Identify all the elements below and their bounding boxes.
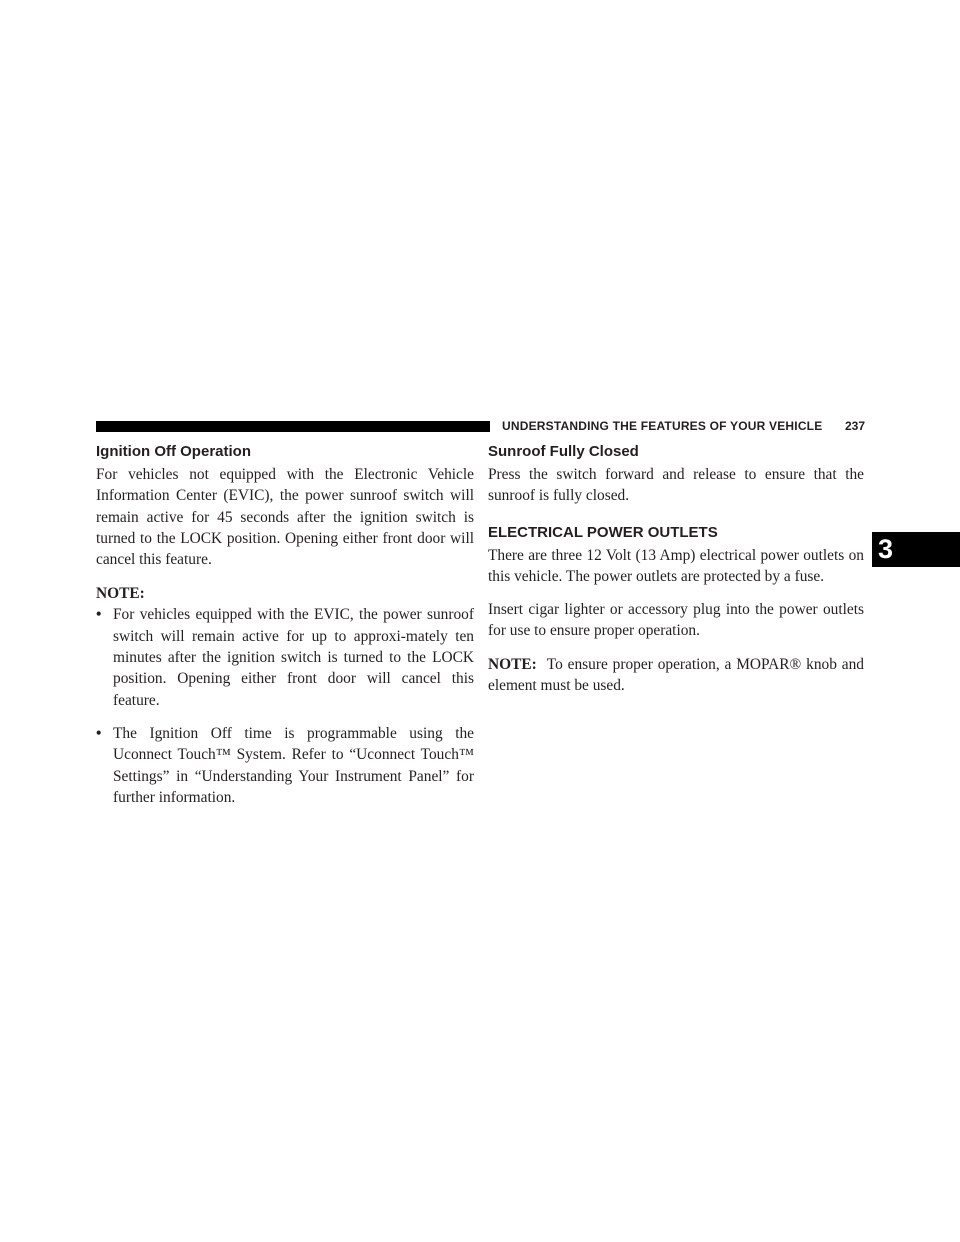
left-column — [96, 444, 474, 808]
paragraph-ignition-off: For vehicles not equipped with the Electronic Vehicle Information Center (EVIC), the power sunroof switch will remain active for 45 seconds after the ignition switch is turned to the LOCK position. Opening either front door will cancel this feature. — [96, 466, 474, 569]
list-item — [96, 604, 474, 710]
note-paragraph — [488, 654, 864, 697]
list-item — [96, 723, 474, 808]
bullet-text: The Ignition Off time is programmable using the Uconnect Touch™ System. Refer to “Uconnect Touch™ Settings” in “Understanding Your Instrument Panel” for further information. — [113, 724, 474, 806]
heading-sunroof-fully-closed: Sunroof Fully Closed — [488, 443, 639, 460]
note-label: NOTE: — [96, 585, 145, 603]
bullet-symbol: • — [96, 724, 102, 742]
right-column — [488, 444, 864, 696]
paragraph-power-outlets: There are three 12 Volt (13 Amp) electrical power outlets on this vehicle. The power outlets are protected by a fuse. — [488, 546, 864, 585]
header-rule — [96, 421, 490, 432]
note-text: To ensure proper operation, a MOPAR® knob and element must be used. — [488, 655, 864, 695]
page-number: 237 — [845, 419, 866, 433]
heading-electrical-power-outlets: ELECTRICAL POWER OUTLETS — [488, 523, 718, 541]
note-label: NOTE: — [488, 655, 537, 673]
note-bullet-list — [96, 604, 474, 808]
bullet-text: For vehicles equipped with the EVIC, the power sunroof switch will remain active for up to approxi-mately ten minutes after the ignition switch is turned to the LOCK position. Opening either front door will cancel this feature. — [113, 606, 474, 709]
running-header-title: UNDERSTANDING THE FEATURES OF YOUR VEHICLE — [502, 419, 823, 433]
chapter-tab — [872, 532, 960, 567]
chapter-number: 3 — [878, 534, 894, 564]
bullet-symbol: • — [96, 606, 102, 624]
paragraph-sunroof-closed: Press the switch forward and release to ensure that the sunroof is fully closed. — [488, 466, 864, 505]
paragraph-cigar-lighter: Insert cigar lighter or accessory plug into the power outlets for use to ensure proper operation. — [488, 601, 864, 640]
heading-ignition-off-operation: Ignition Off Operation — [96, 443, 251, 460]
